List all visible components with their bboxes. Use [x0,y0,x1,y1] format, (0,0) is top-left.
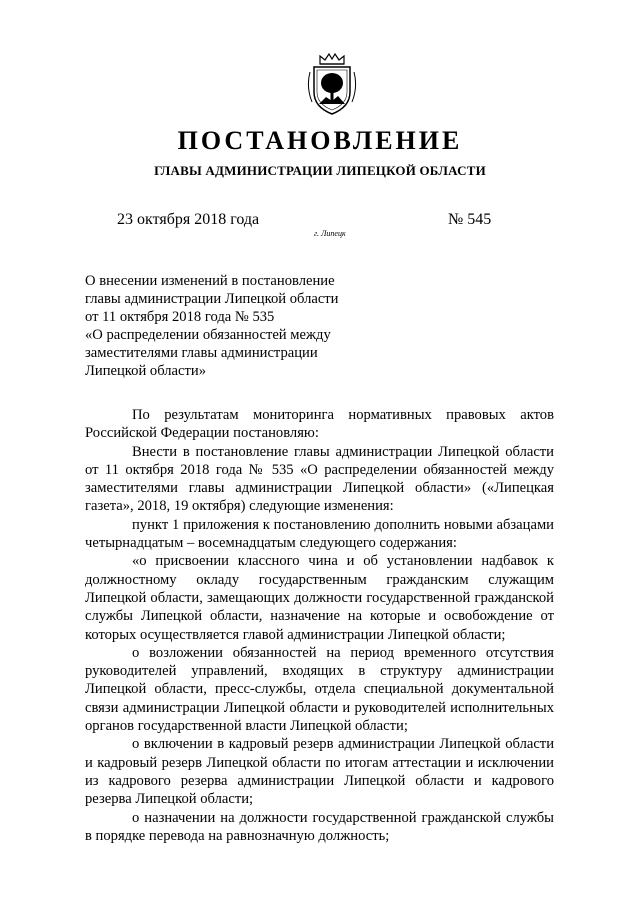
body-paragraph: Внести в постановление главы администрации Липецкой области от 11 октября 2018 года № 535 «О распределении обязанностей между заместителями главы администрации Липецкой области» («Липецкая газета», 2018, 19 октября) следующие изменения: [85,443,554,515]
subject-line: «О распределении обязанностей между [85,327,331,343]
subject-line: главы администрации Липецкой области [85,291,339,307]
document-subtitle: ГЛАВЫ АДМИНИСТРАЦИИ ЛИПЕЦКОЙ ОБЛАСТИ [154,163,486,178]
subject-line: заместителями главы администрации [85,345,318,361]
subject-line: Липецкой области» [85,363,206,379]
body-paragraph: «о присвоении классного чина и об установлении надбавок к должностному окладу государственным гражданским служащим Липецкой области, замещающих должности государственной гражданской службы Липецкой области, назначение на которые и освобождение от которых осуществляется главой администрации Липецкой области; [85,553,554,643]
body-paragraph: о возложении обязанностей на период временного отсутствия руководителей управлений, входящих в структуру администрации Липецкой области, пресс-службы, отдела специальной документальной связи администрации Липецкой области и руководителей исполнительных органов государственной власти Липецкой области; [85,644,554,735]
document-title: ПОСТАНОВЛЕНИЕ [177,126,463,155]
document-number: № 545 [448,211,492,228]
body-paragraph: о назначении на должности государственной гражданской службы в порядке перевода на равнозначную должность; [85,809,554,844]
document-body [85,406,554,845]
document-date: 23 октября 2018 года [117,211,260,228]
subject-line: от 11 октября 2018 года № 535 [85,309,275,325]
subject-line: О внесении изменений в постановление [85,273,335,289]
coat-of-arms-icon [306,52,358,118]
body-paragraph: По результатам мониторинга нормативных правовых актов Российской Федерации постановляю: [85,407,554,442]
document-city: г. Липецк [314,229,346,238]
document-subject [85,272,405,380]
body-paragraph: пункт 1 приложения к постановлению дополнить новыми абзацами четырнадцатым – восемнадцатым следующего содержания: [85,516,554,552]
body-paragraph: о включении в кадровый резерв администрации Липецкой области и кадровый резерв Липецкой области по итогам аттестации и исключении из кадрового резерва администрации Липецкой области и кадрового резерва Липецкой области; [85,736,554,808]
